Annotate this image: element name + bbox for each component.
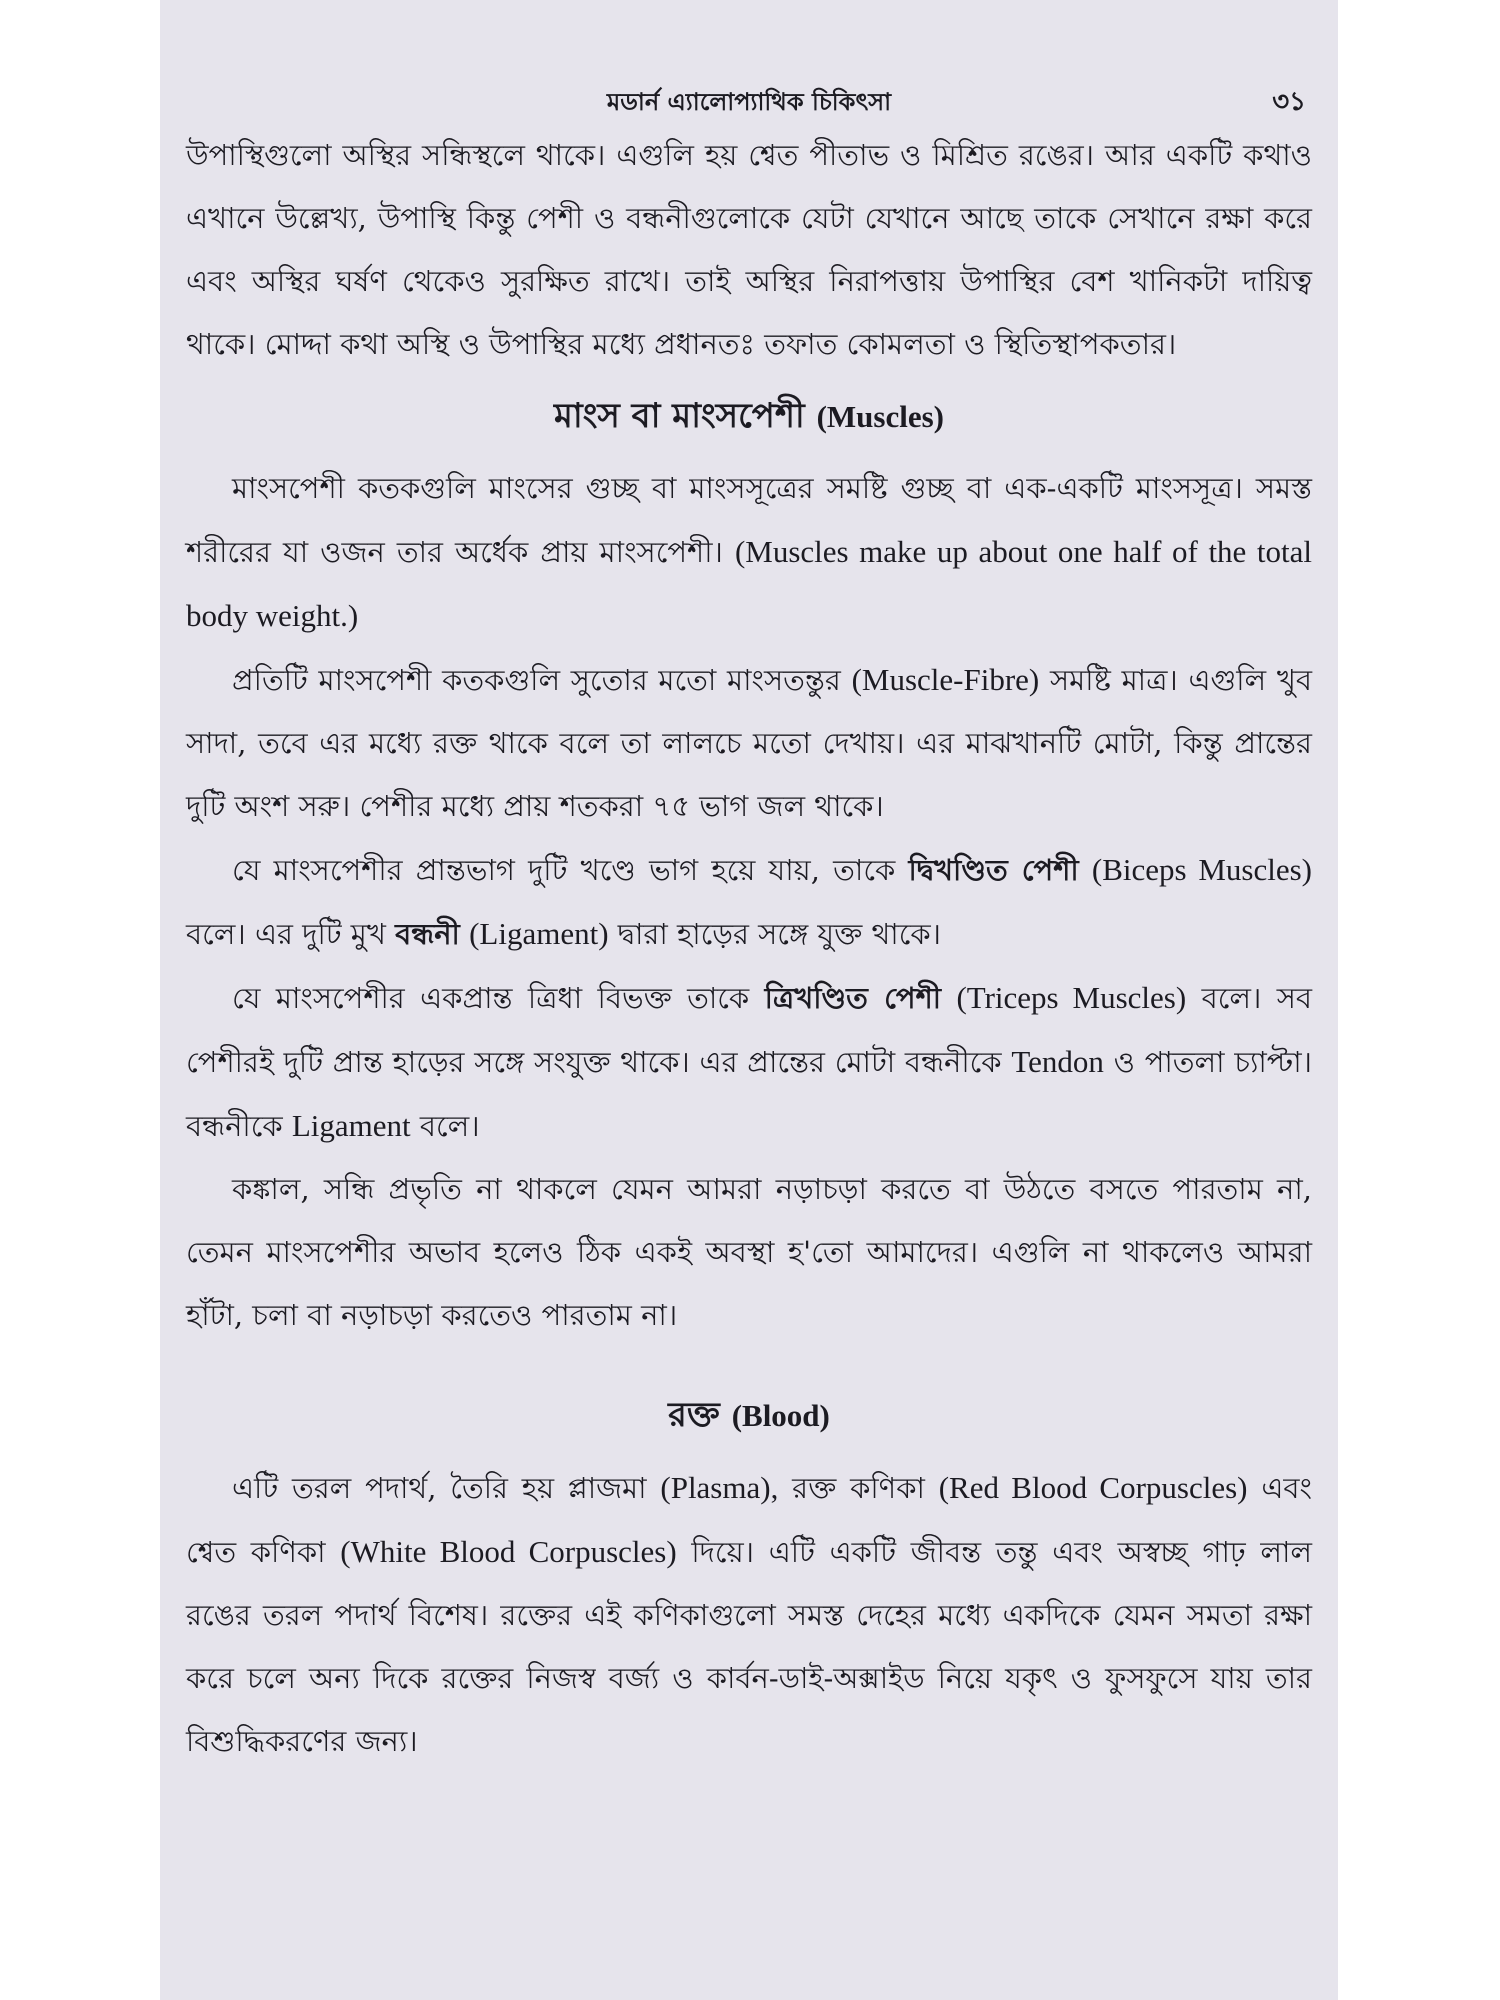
muscles-paragraph-3: [186, 838, 1312, 966]
tendon-english: Tendon: [1011, 1044, 1104, 1079]
muscles-heading-en: (Muscles): [816, 399, 944, 434]
blood-heading-en: (Blood): [731, 1398, 830, 1433]
book-page: [160, 0, 1338, 2000]
muscles-p2-text-a: প্রতিটি মাংসপেশী কতকগুলি সুতোর মতো মাংসতন্তুর: [232, 663, 841, 697]
triceps-english: (Triceps Muscles): [956, 980, 1187, 1015]
plasma-english: (Plasma),: [660, 1470, 779, 1505]
muscles-p4-text-d: বলে।: [419, 1109, 480, 1143]
blood-p1-text-b: রক্ত কণিকা: [792, 1471, 925, 1505]
blood-heading: [186, 1393, 1312, 1438]
blood-p1-text-c: এবং শ্বেত কণিকা: [186, 1471, 1313, 1569]
muscles-heading-bn: মাংস বা মাংসপেশী: [554, 396, 805, 436]
muscles-paragraph-1: [186, 457, 1312, 648]
muscles-p2-text-b: সমষ্টি মাত্র। এগুলি খুব সাদা, তবে এর মধ্যে রক্ত থাকে বলে তা লালচে মতো দেখায়। এর মাঝখানটি মোটা, কিন্তু প্রান্তের দুটি অংশ সরু। পেশীর মধ্যে প্রায় শতকরা ৭৫ ভাগ জল থাকে।: [186, 663, 1313, 823]
muscles-paragraph-2: [186, 648, 1312, 838]
blood-p1-text-d: দিয়ে। এটি একটি জীবন্ত তন্তু এবং অস্বচ্ছ গাঢ় লাল রঙের তরল পদার্থ বিশেষ। রক্তের এই কণিকাগুলো সমস্ত দেহের মধ্যে একদিকে যেমন সমতা রক্ষা করে চলে অন্য দিকে রক্তের নিজস্ব বর্জ্য ও কার্বন-ডাই-অক্সাইড নিয়ে যকৃৎ ও ফুসফুসে যায় তার বিশুদ্ধিকরণের জন্য।: [186, 1535, 1313, 1758]
blood-section: [186, 1456, 1312, 1773]
muscles-paragraph-4: [186, 966, 1312, 1158]
blood-heading-bn: রক্ত: [668, 1395, 720, 1435]
ligament-english: (Ligament): [469, 916, 609, 951]
muscles-paragraph-5: কঙ্কাল, সন্ধি প্রভৃতি না থাকলে যেমন আমরা নড়াচড়া করতে বা উঠতে বসতে পারতাম না, তেমন মাংসপেশীর অভাব হলেও ঠিক একই অবস্থা হ'তো আমাদের। এগুলি না থাকলেও আমরা হাঁটা, চলা বা নড়াচড়া করতেও পারতাম না।: [186, 1172, 1312, 1332]
blood-p1-text-a: এটি তরল পদার্থ, তৈরি হয় প্লাজমা: [232, 1471, 647, 1505]
muscles-p4-text-a: যে মাংসপেশীর একপ্রান্ত ত্রিধা বিভক্ত তাকে: [232, 981, 750, 1015]
muscles-section: [186, 457, 1312, 1347]
ligament-term: বন্ধনী: [395, 917, 460, 951]
muscles-p1-text: মাংসপেশী কতকগুলি মাংসের গুচ্ছ বা মাংসসূত্রের সমষ্টি গুচ্ছ বা এক-একটি মাংসসূত্র। সমস্ত শরীরের যা ওজন তার অর্ধেক প্রায় মাংসপেশী।: [186, 471, 1312, 569]
biceps-term: দ্বিখণ্ডিত পেশী: [908, 853, 1079, 887]
triceps-term: ত্রিখণ্ডিত পেশী: [764, 981, 942, 1015]
intro-paragraph: উপাস্থিগুলো অস্থির সন্ধিস্থলে থাকে। এগুলি হয় শ্বেত পীতাভ ও মিশ্রিত রঙের। আর একটি কথাও এখানে উল্লেখ্য, উপাস্থি কিন্তু পেশী ও বন্ধনীগুলোকে যেটা যেখানে আছে তাকে সেখানে রক্ষা করে এবং অস্থির ঘর্ষণ থেকেও সুরক্ষিত রাখে। তাই অস্থির নিরাপত্তায় উপাস্থির বেশ খানিকটা দায়িত্ব থাকে। মোদ্দা কথা অস্থি ও উপাস্থির মধ্যে প্রধানতঃ তফাত কোমলতা ও স্থিতিস্থাপকতার।: [186, 138, 1312, 361]
muscles-p3-text-b: বলে। এর দুটি মুখ: [186, 917, 386, 951]
ligament-english-2: Ligament: [291, 1108, 411, 1143]
muscles-p4-text-b: বলে। সব পেশীরই দুটি প্রান্ত হাড়ের সঙ্গে সংযুক্ত থাকে। এর প্রান্তের মোটা বন্ধনীকে: [186, 981, 1313, 1079]
muscles-p3-text-a: যে মাংসপেশীর প্রান্তভাগ দুটি খণ্ডে ভাগ হয়ে যায়, তাকে: [232, 853, 896, 887]
running-header: [186, 80, 1312, 124]
intro-section: [186, 124, 1312, 376]
muscles-p2-english: (Muscle-Fibre): [851, 662, 1040, 697]
muscles-heading: [186, 394, 1312, 439]
biceps-english: (Biceps Muscles): [1091, 852, 1313, 887]
blood-paragraph-1: [186, 1456, 1312, 1773]
white-corpuscles-english: (White Blood Corpuscles): [340, 1534, 677, 1569]
muscles-p1-english: (Muscles make up about one half of the total body weight.): [186, 534, 1312, 633]
page-number: ৩১: [1272, 87, 1306, 117]
muscles-p4-text-c: ও পাতলা চ্যাপ্টা। বন্ধনীকে: [186, 1045, 1313, 1143]
muscles-p3-text-c: দ্বারা হাড়ের সঙ্গে যুক্ত থাকে।: [617, 917, 942, 951]
red-corpuscles-english: (Red Blood Corpuscles): [938, 1470, 1248, 1505]
running-title: মডার্ন এ্যালোপ্যাথিক চিকিৎসা: [606, 88, 892, 116]
